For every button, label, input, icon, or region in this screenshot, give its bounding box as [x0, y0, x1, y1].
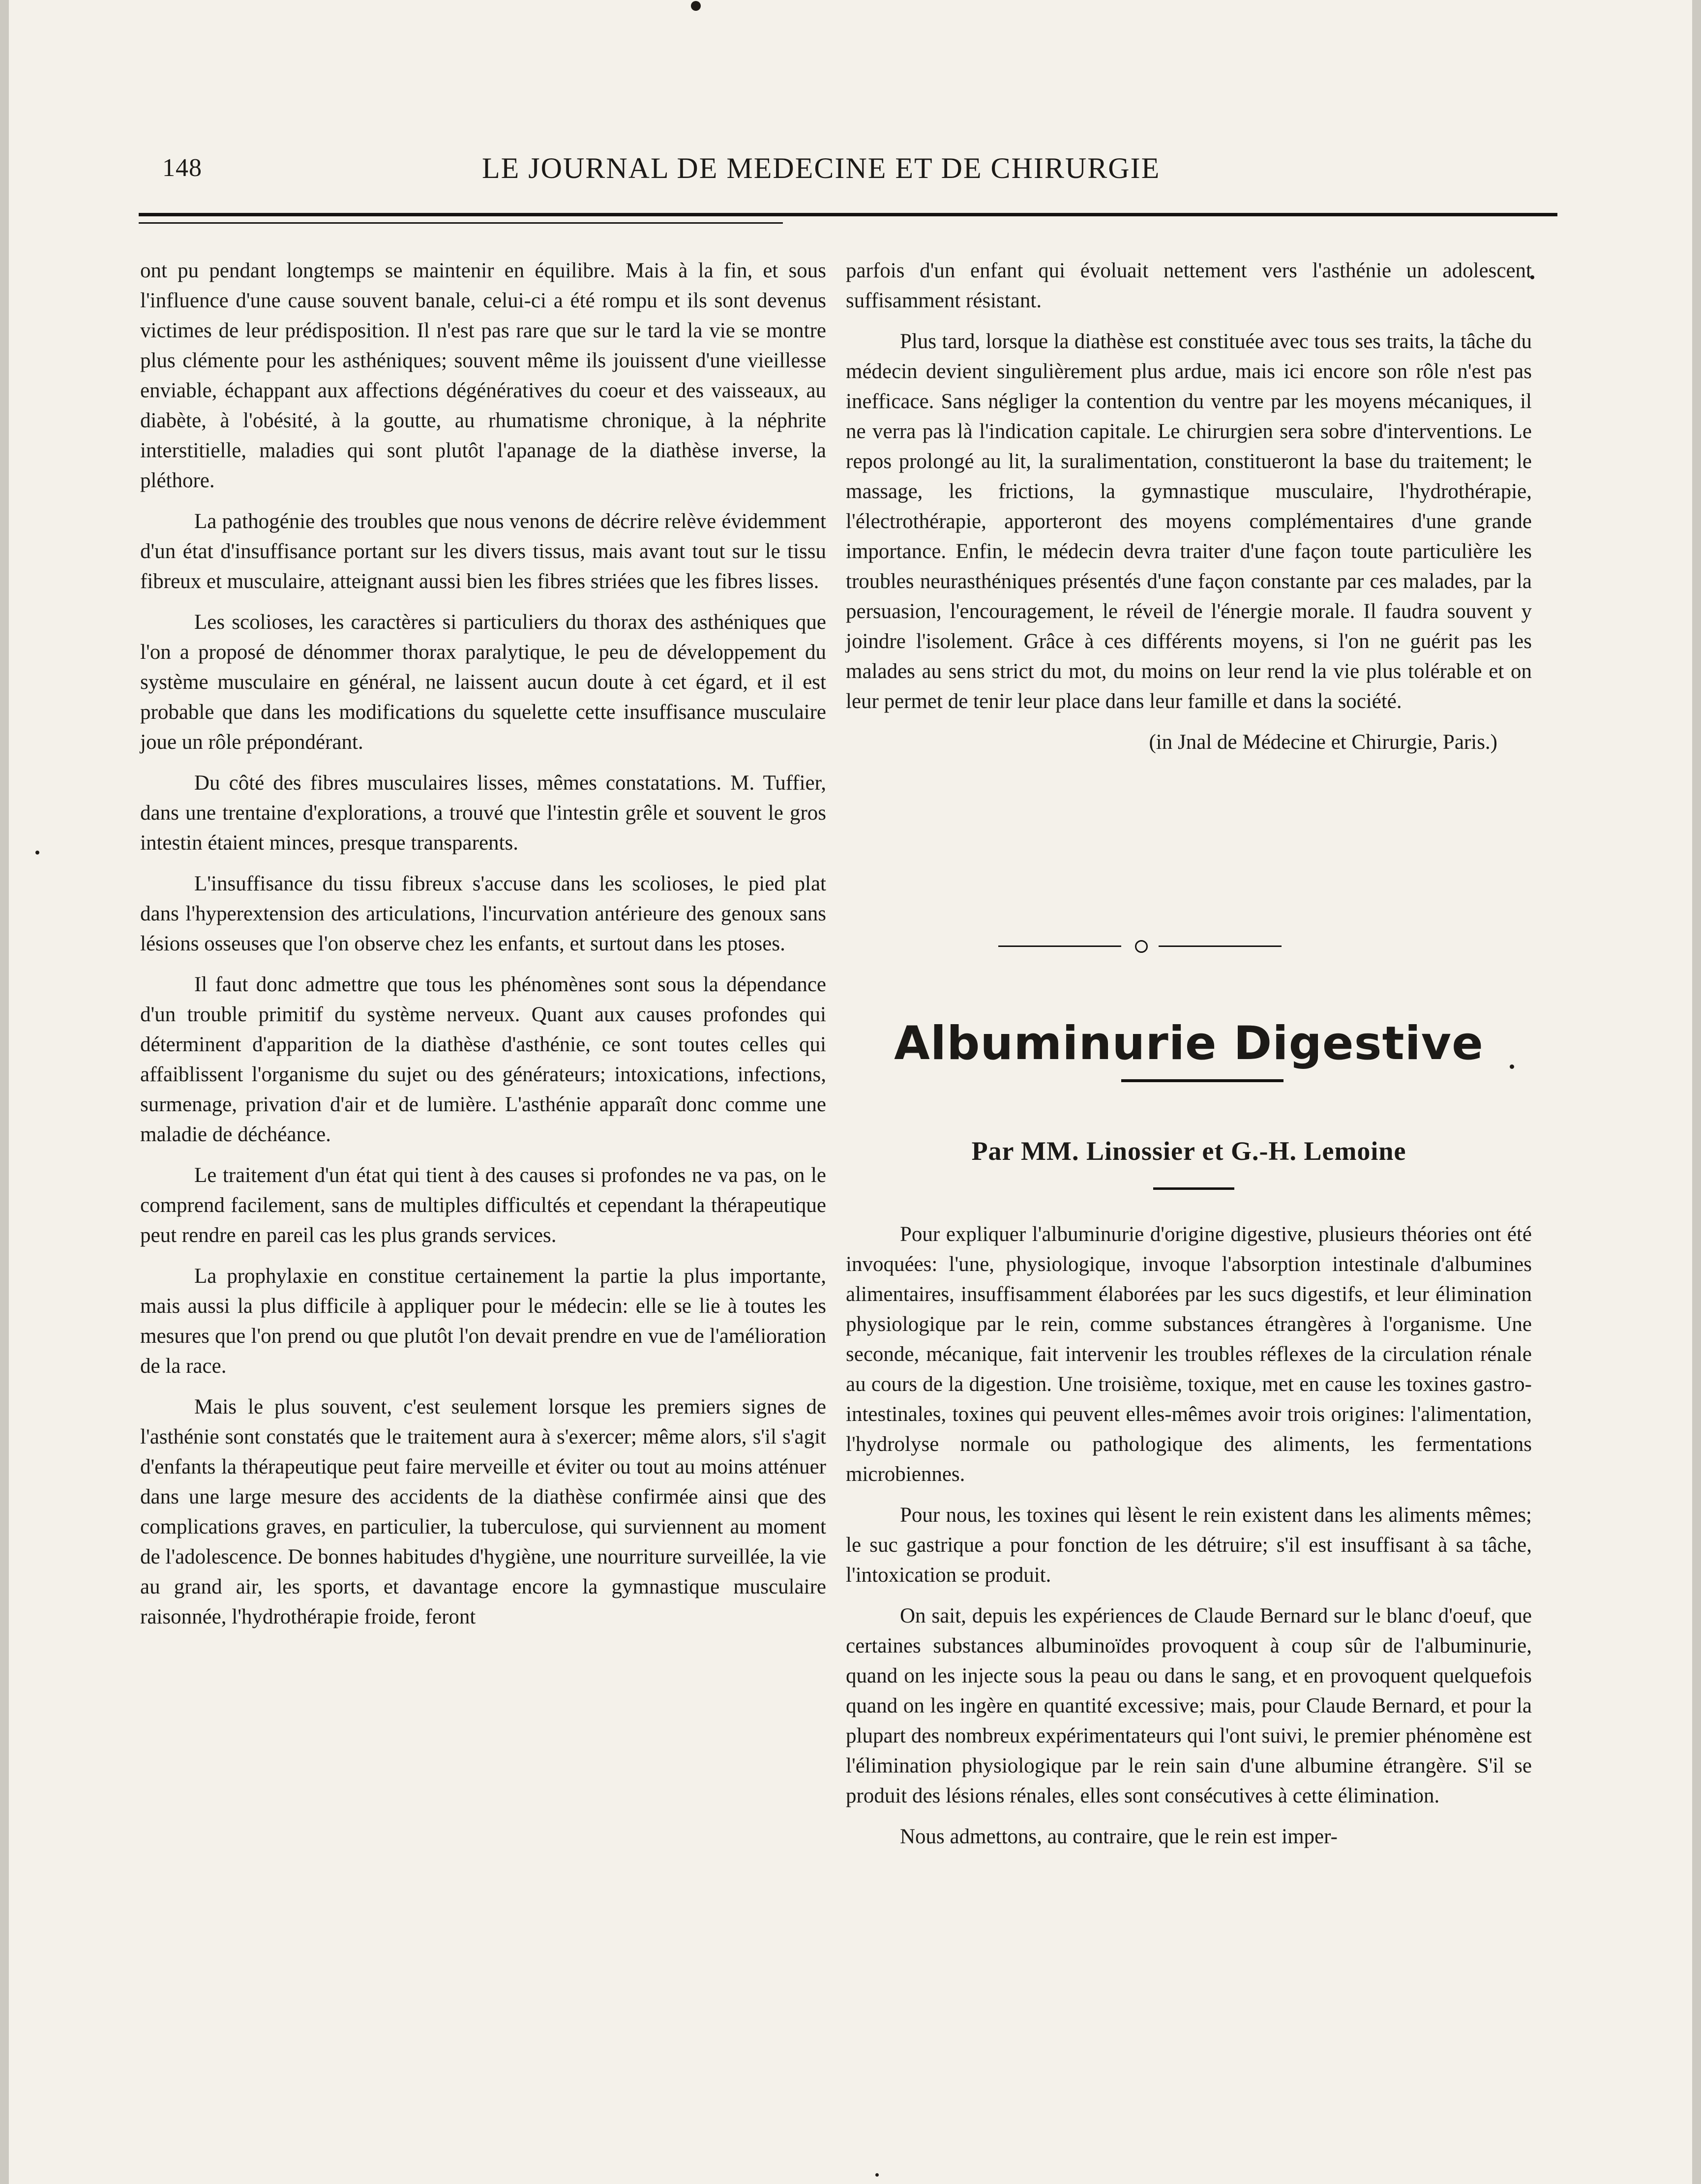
right-paragraph: Plus tard, lorsque la diathèse est constituée avec tous ses traits, la tâche du médecin devient singulièrement plus ardue, mais ici encore son rôle n'est pas inefficace. Sans négliger la contention du ventre par les moyens mécaniques, il ne verra pas là l'indication capitale. Le chirurgien sera sobre d'interventions. Le repos prolongé au lit, la suralimentation, constitueront la base du traitement; le massage, les frictions, la gymnastique musculaire, l'hydrothérapie, l'électrothérapie, apporteront des moyens complémentaires d'une grande importance. Enfin, le médecin devra traiter d'une façon toute particulière les troubles neurasthéniques présentés d'une façon constante par ces malades, par la persuasion, l'encouragement, le réveil de l'énergie morale. Il faudra souvent y joindre l'isolement. Grâce à ces différents moyens, si l'on ne guérit pas les malades au sens strict du mot, du moins on leur rend la vie plus tolérable et on leur permet de tenir leur place dans leur famille et dans la société. — [846, 330, 1532, 713]
ornament-circle — [1135, 940, 1148, 953]
scan-edge-right — [1692, 0, 1701, 2184]
left-paragraph: Le traitement d'un état qui tient à des causes si profondes ne va pas, on le comprend facilement, sans de multiples difficultés et cependant la thérapeutique peut rendre en pareil cas les plus grands services. — [140, 1164, 826, 1247]
section-ornament — [998, 937, 1283, 956]
ornament-left-line — [998, 945, 1121, 947]
header-secondary-rule — [139, 222, 783, 224]
left-paragraph: ont pu pendant longtemps se maintenir en équilibre. Mais à la fin, et sous l'influence d'une cause souvent banale, celui-ci a été rompu et ils sont devenus victimes de leur prédisposition. Il n'est pas rare que sur le tard la vie se montre plus clémente pour les asthéniques; souvent même ils jouissent d'une vieillesse enviable, échappant aux affections dégénératives du coeur et des vaisseaux, au diabète, à l'obésité, à la goutte, au rhumatisme chronique, à la néphrite interstitielle, maladies qui sont plutôt l'apanage de la diathèse inverse, la pléthore. — [140, 259, 826, 492]
header-rule — [139, 213, 1557, 216]
article-paragraph: Pour nous, les toxines qui lèsent le rein existent dans les aliments mêmes; le suc gastrique a pour fonction de les détruire; s'il est insuffisant à sa tâche, l'intoxication se produit. — [846, 1504, 1532, 1587]
author-rule — [1153, 1187, 1234, 1190]
left-paragraph: L'insuffisance du tissu fibreux s'accuse dans les scolioses, le pied plat dans l'hyperextension des articulations, l'incurvation antérieure des genoux sans lésions osseuses que l'on observe chez les enfants, et surtout dans les ptoses. — [140, 872, 826, 955]
journal-title: LE JOURNAL DE MEDECINE ET DE CHIRURGIE — [482, 152, 1161, 184]
left-paragraph: Du côté des fibres musculaires lisses, mêmes constatations. M. Tuffier, dans une trentaine d'explorations, a trouvé que l'intestin grêle et souvent le gros intestin étaient minces, presque transparents. — [140, 771, 826, 855]
left-paragraph: La pathogénie des troubles que nous venons de décrire relève évidemment d'un état d'insuffisance portant sur les divers tissus, mais avant tout sur le tissu fibreux et musculaire, atteignant aussi bien les fibres striées que les fibres lisses. — [140, 510, 826, 593]
left-paragraph: Les scolioses, les caractères si particuliers du thorax des asthéniques que l'on a proposé de dénommer thorax paralytique, le peu de développement du système musculaire en général, ne laissent aucun doute à cet égard, et il est probable que dans les modifications du squelette cette insuffisance musculaire joue un rôle prépondérant. — [140, 611, 826, 754]
article-body — [846, 1219, 1532, 1862]
left-column — [140, 256, 826, 1643]
article-authors: Par MM. Linossier et G.-H. Lemoine — [971, 1136, 1406, 1166]
title-rule — [1121, 1079, 1283, 1082]
right-column — [846, 256, 1532, 768]
printing-speck — [875, 2173, 879, 2177]
article-paragraph: Nous admettons, au contraire, que le rein est imper- — [900, 1825, 1338, 1848]
citation: (in Jnal de Médecine et Chirurgie, Paris.) — [1149, 731, 1497, 754]
right-paragraph: parfois d'un enfant qui évoluait nettement vers l'asthénie un adolescent suffisamment résistant. — [846, 259, 1532, 312]
page-header — [162, 148, 1534, 202]
article-paragraph: Pour expliquer l'albuminurie d'origine digestive, plusieurs théories ont été invoquées: l'une, physiologique, invoque l'absorption intestinale d'albumines alimentaires, insuffisamment élaborées par les sucs digestifs, et leur élimination physiologique par le rein, comme substances étrangères à l'organisme. Une seconde, mécanique, fait intervenir les troubles réflexes de la circulation rénale au cours de la digestion. Une troisième, toxique, met en cause les toxines gastro-intestinales, toxines qui peuvent elles-mêmes avoir trois origines: l'alimentation, l'hydrolyse normale ou pathologique des aliments, les fermentations microbiennes. — [846, 1223, 1532, 1486]
printing-speck — [691, 1, 701, 11]
scan-edge-left — [0, 0, 9, 2184]
left-paragraph: La prophylaxie en constitue certainement la partie la plus importante, mais aussi la plus difficile à appliquer pour le médecin: elle se lie à toutes les mesures que l'on prend ou que plutôt l'on devait prendre en vue de l'amélioration de la race. — [140, 1265, 826, 1378]
article-title: Albuminurie Digestive — [894, 1016, 1484, 1070]
article-paragraph: On sait, depuis les expériences de Claude Bernard sur le blanc d'oeuf, que certaines substances albuminoïdes provoquent à coup sûr de l'albuminurie, quand on les injecte sous la peau ou dans le sang, et en provoquent quelquefois quand on les ingère en quantité excessive; mais, pour Claude Bernard, et pour la plupart des nombreux expérimentateurs qui l'ont suivi, le premier phénomène est l'élimination physiologique par le rein sain d'une albumine étrangère. S'il se produit des lésions rénales, elles sont consécutives à cette élimination. — [846, 1604, 1532, 1807]
ornament-right-line — [1159, 945, 1282, 947]
page-number: 148 — [162, 154, 202, 182]
left-paragraph: Il faut donc admettre que tous les phénomènes sont sous la dépendance d'un trouble primitif du système nerveux. Quant aux causes profondes qui déterminent d'apparition de la diathèse d'asthénie, ce sont toutes celles qui affaiblissent l'organisme du sujet ou des générateurs; intoxications, infections, surmenage, privation d'air et de lumière. L'asthénie apparaît donc comme une maladie de déchéance. — [140, 973, 826, 1146]
printing-speck — [35, 851, 39, 855]
left-paragraph: Mais le plus souvent, c'est seulement lorsque les premiers signes de l'asthénie sont constatés que le traitement aura à s'exercer; même alors, s'il s'agit d'enfants la thérapeutique peut faire merveille et éviter ou tout au moins atténuer dans une large mesure des accidents de la diathèse confirmée ainsi que des complications graves, en particulier, la tuberculose, qui surviennent au moment de l'adolescence. De bonnes habitudes d'hygiène, une nourriture surveillée, la vie au grand air, les sports, et davantage encore la gymnastique musculaire raisonnée, l'hydrothérapie froide, feront — [140, 1395, 826, 1628]
